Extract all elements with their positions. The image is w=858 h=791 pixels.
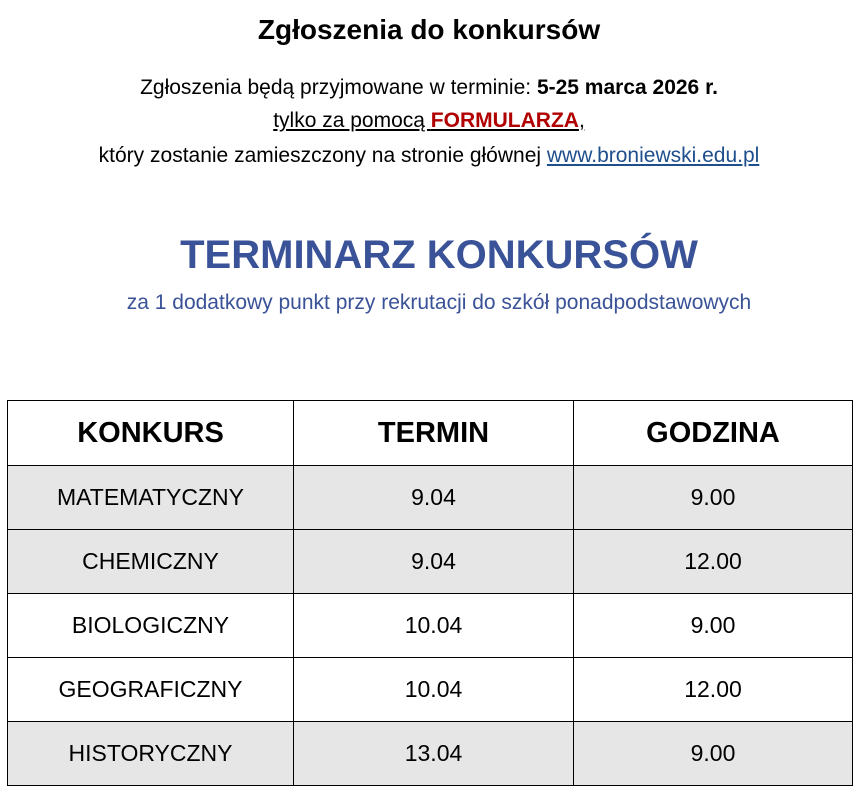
form-only-suffix: , bbox=[578, 109, 585, 132]
form-link[interactable]: FORMULARZA bbox=[430, 109, 579, 132]
submission-period-text: Zgłoszenia będą przyjmowane w terminie: bbox=[140, 76, 537, 99]
time-cell: 9.00 bbox=[574, 466, 853, 530]
table-header-row bbox=[8, 401, 853, 466]
date-cell: 10.04 bbox=[294, 658, 574, 722]
competition-cell: CHEMICZNY bbox=[8, 530, 294, 594]
competition-cell: MATEMATYCZNY bbox=[8, 466, 294, 530]
competition-cell: BIOLOGICZNY bbox=[8, 594, 294, 658]
form-only-text bbox=[273, 109, 585, 132]
website-text: który zostanie zamieszczony na stronie głównej bbox=[98, 144, 547, 167]
website-link[interactable]: www.broniewski.edu.pl bbox=[546, 144, 760, 167]
form-only-line bbox=[0, 106, 858, 136]
column-header-time: GODZINA bbox=[574, 401, 853, 466]
form-only-prefix: tylko za pomocą bbox=[273, 109, 431, 132]
table-row bbox=[8, 594, 853, 658]
competition-cell: GEOGRAFICZNY bbox=[8, 658, 294, 722]
table-row bbox=[8, 658, 853, 722]
table-row bbox=[8, 722, 853, 786]
date-cell: 9.04 bbox=[294, 466, 574, 530]
date-cell: 13.04 bbox=[294, 722, 574, 786]
column-header-date: TERMIN bbox=[294, 401, 574, 466]
website-line bbox=[0, 141, 858, 171]
date-cell: 10.04 bbox=[294, 594, 574, 658]
time-cell: 12.00 bbox=[574, 530, 853, 594]
page-heading: Zgłoszenia do konkursów bbox=[257, 14, 601, 45]
date-cell: 9.04 bbox=[294, 530, 574, 594]
schedule-title: TERMINARZ KONKURSÓW bbox=[180, 233, 698, 277]
table-row bbox=[8, 530, 853, 594]
table-row bbox=[8, 466, 853, 530]
column-header-competition: KONKURS bbox=[8, 401, 294, 466]
schedule-subtitle: za 1 dodatkowy punkt przy rekrutacji do szkół ponadpodstawowych bbox=[126, 291, 752, 314]
time-cell: 9.00 bbox=[574, 722, 853, 786]
schedule-table bbox=[7, 400, 853, 786]
time-cell: 9.00 bbox=[574, 594, 853, 658]
submission-dates: 5-25 marca 2026 r. bbox=[536, 76, 718, 99]
time-cell: 12.00 bbox=[574, 658, 853, 722]
competition-cell: HISTORYCZNY bbox=[8, 722, 294, 786]
submission-period-line bbox=[0, 73, 858, 103]
